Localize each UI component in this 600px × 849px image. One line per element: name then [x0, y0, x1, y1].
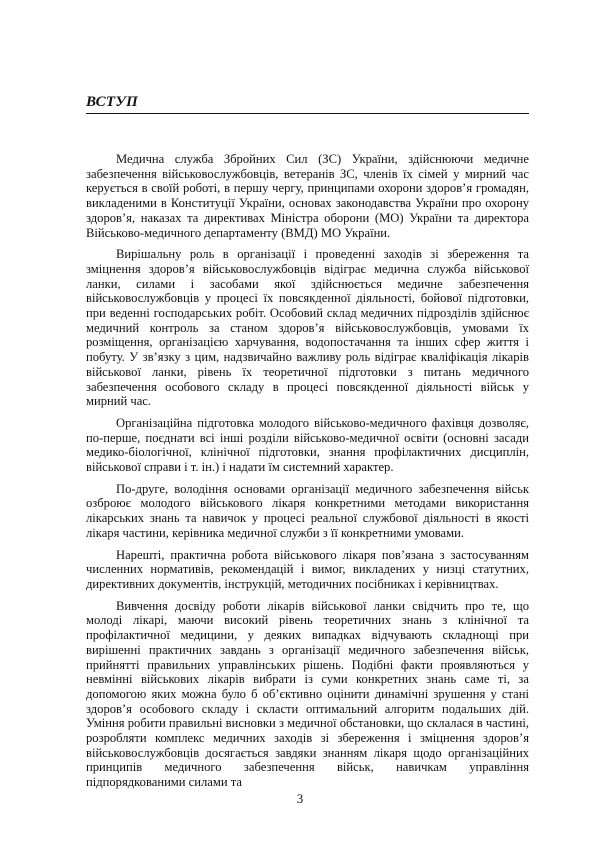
page-number: 3 — [296, 791, 304, 806]
paragraph-4: По-друге, володіння основами організації медичного забезпечення військ озброює молодого військового лікаря конкретними методами використання лікарських знань та навичок у процесі реальної службової діяльності в якості лікаря частини, керівника медичної служби з її конкретними умовами. — [86, 481, 529, 540]
paragraph-6: Вивчення досвіду роботи лікарів військової ланки свідчить про те, що молоді лікарі, маючи високий рівень теоретичних знань з клінічної та профілактичної медицини, у деяких випадках відчувають складнощі при вирішенні практичних завдань з організації медичного забезпечення військ, прийнятті правильних управлінських рішень. Подібні факти проявляються у невмінні військових лікарів вибрати із суми конкретних знань саме ті, за допомогою яких можна було б об’єктивно оцінити динамічні зрушення у стані здоров’я особового складу і скласти оптимальний алгоритм подальших дій. Уміння робити правильні висновки з медичної обстановки, що склалася в частині, розробляти комплекс медичних заходів зі збереження і зміцнення здоров’я військовослужбовців досягається завдяки знанням лікаря щодо організаційних принципів медичного забезпечення військ, навичкам управління підпорядкованими силами та — [86, 598, 529, 790]
body-text — [86, 152, 529, 797]
paragraph-5: Нарешті, практична робота військового лікаря пов’язана з застосуванням численних нормативів, рекомендацій і вимог, викладених у низці статутних, директивних документів, інструкцій, методичних посібниках і керівництвах. — [86, 547, 529, 591]
paragraph-1: Медична служба Збройних Сил (ЗС) України, здійснюючи медичне забезпечення військовослужбовців, ветеранів ЗС, членів їх сімей у мирний час керується в своїй роботі, в першу чергу, принципами охорони здоров’я громадян, викладеними в Конституції України, основах законодавства України про охорону здоров’я, наказах та директивах Міністра оборони (МО) України та директора Військово-медичного департаменту (ВМД) МО України. — [86, 152, 529, 240]
paragraph-2: Вирішальну роль в організації і проведенні заходів зі збереження та зміцнення здоров’я військовослужбовців відіграє медична служба військової ланки, силами і засобами якої здійснюється медичне забезпечення військовослужбовців у процесі їх повсякденної діяльності, бойової підготовки, при веденні господарських робіт. Особовий склад медичних підрозділів здійснює медичний контроль за станом здоров’я військовослужбовців, умовами їх розміщення, організацією харчування, водопостачання та інших сфер життя і побуту. У зв’язку з цим, надзвичайно важливу роль відіграє кваліфікація лікарів військової ланки, рівень їх теоретичної підготовки з питань медичного забезпечення особового складу в процесі повсякденної діяльності військ у мирний час. — [86, 247, 529, 409]
section-heading: ВСТУП — [86, 94, 529, 114]
paragraph-3: Організаційна підготовка молодого військово-медичного фахівця дозволяє, по-перше, поєднати всі інші розділи військово-медичної освіти (основні засади медико-біологічної, клінічної підготовки, знання профілактичних дисциплін, військової справи і т. ін.) і надати їм системний характер. — [86, 415, 529, 475]
